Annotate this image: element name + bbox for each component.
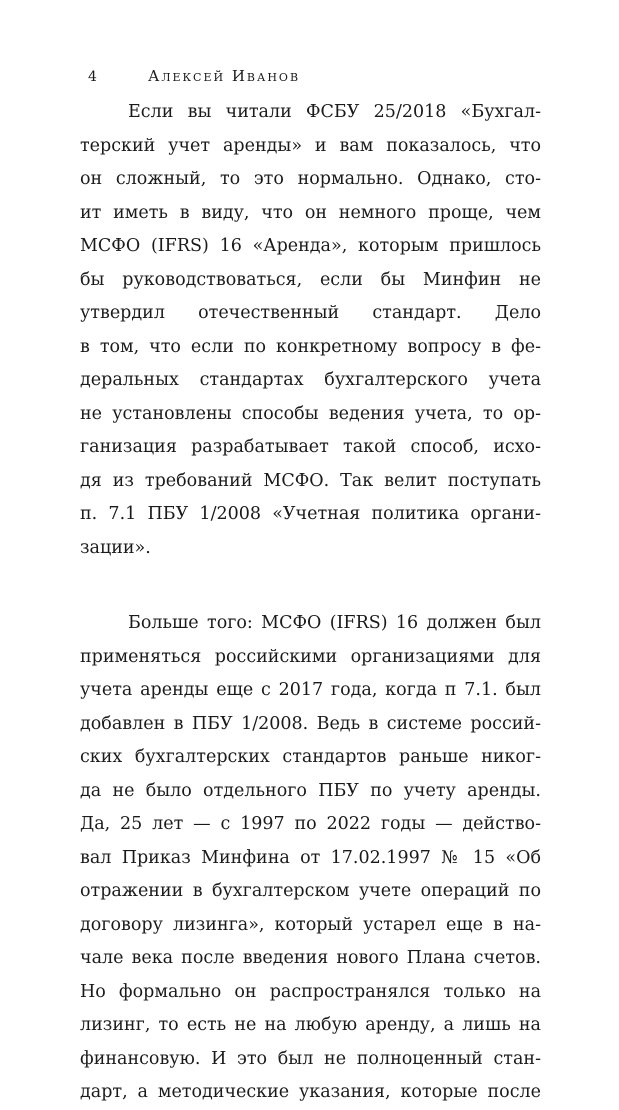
text-line: чале века после введения нового Плана счетов. <box>80 948 541 968</box>
text-line: бы руководствоваться, если бы Минфин не <box>80 269 541 290</box>
text-line: Если вы читали ФСБУ 25/2018 «Бухгал- <box>128 102 541 122</box>
text-line: добавлен в ПБУ 1/2008. Ведь в системе россий- <box>80 713 541 734</box>
text-line: ганизация разрабатывает такой способ, исхо- <box>80 437 541 457</box>
body-text <box>80 96 541 1110</box>
text-line: Да, 25 лет — с 1997 по 2022 годы — действо- <box>80 814 541 834</box>
text-line: финансовую. И это был не полноценный стан- <box>80 1048 541 1069</box>
text-line: МСФО (IFRS) 16 «Аренда», которым пришлось <box>80 236 541 256</box>
text-line: вал Приказ Минфина от 17.02.1997 № 15 «Об <box>80 847 541 868</box>
text-line: договору лизинга», который устарел еще в на- <box>80 914 541 935</box>
text-line: отражении в бухгалтерском учете операций по <box>80 881 541 901</box>
text-line: дарт, а методические указания, которые после <box>80 1082 541 1102</box>
text-line: зации». <box>80 537 151 558</box>
text-line: да не было отдельного ПБУ по учету аренды. <box>80 780 541 801</box>
text-line: утвердил отечественный стандарт. Дело <box>80 303 541 323</box>
text-line: не установлены способы ведения учета, то ор- <box>80 403 541 424</box>
paragraph-spacer <box>80 565 541 607</box>
page-number: 4 <box>88 69 99 85</box>
text-line: в том, что если по конкретному вопросу в фе- <box>80 336 541 357</box>
paragraph-1 <box>80 96 541 565</box>
text-line: учета аренды еще с 2017 года, когда п 7.1. был <box>80 680 541 700</box>
text-line: применяться российскими организациями для <box>80 646 541 667</box>
text-line: ит иметь в виду, что он немного проще, чем <box>80 202 541 223</box>
running-head <box>88 64 531 88</box>
author-name: Алексей Иванов <box>147 67 301 85</box>
text-line: п. 7.1 ПБУ 1/2008 «Учетная политика органи- <box>80 504 541 524</box>
text-line: лизинг, то есть не на любую аренду, а лишь на <box>80 1015 541 1035</box>
text-line: он сложный, то это нормально. Однако, сто- <box>80 169 541 189</box>
text-line: Больше того: МСФО (IFRS) 16 должен был <box>128 613 541 633</box>
text-line: терский учет аренды» и вам показалось, что <box>80 135 541 156</box>
text-line: дя из требований МСФО. Так велит поступать <box>80 470 541 491</box>
text-line: Но формально он распространялся только на <box>80 981 541 1002</box>
paragraph-2 <box>80 607 541 1110</box>
text-line: ских бухгалтерских стандартов раньше никог- <box>80 747 541 767</box>
text-line: деральных стандартах бухгалтерского учета <box>80 370 541 390</box>
